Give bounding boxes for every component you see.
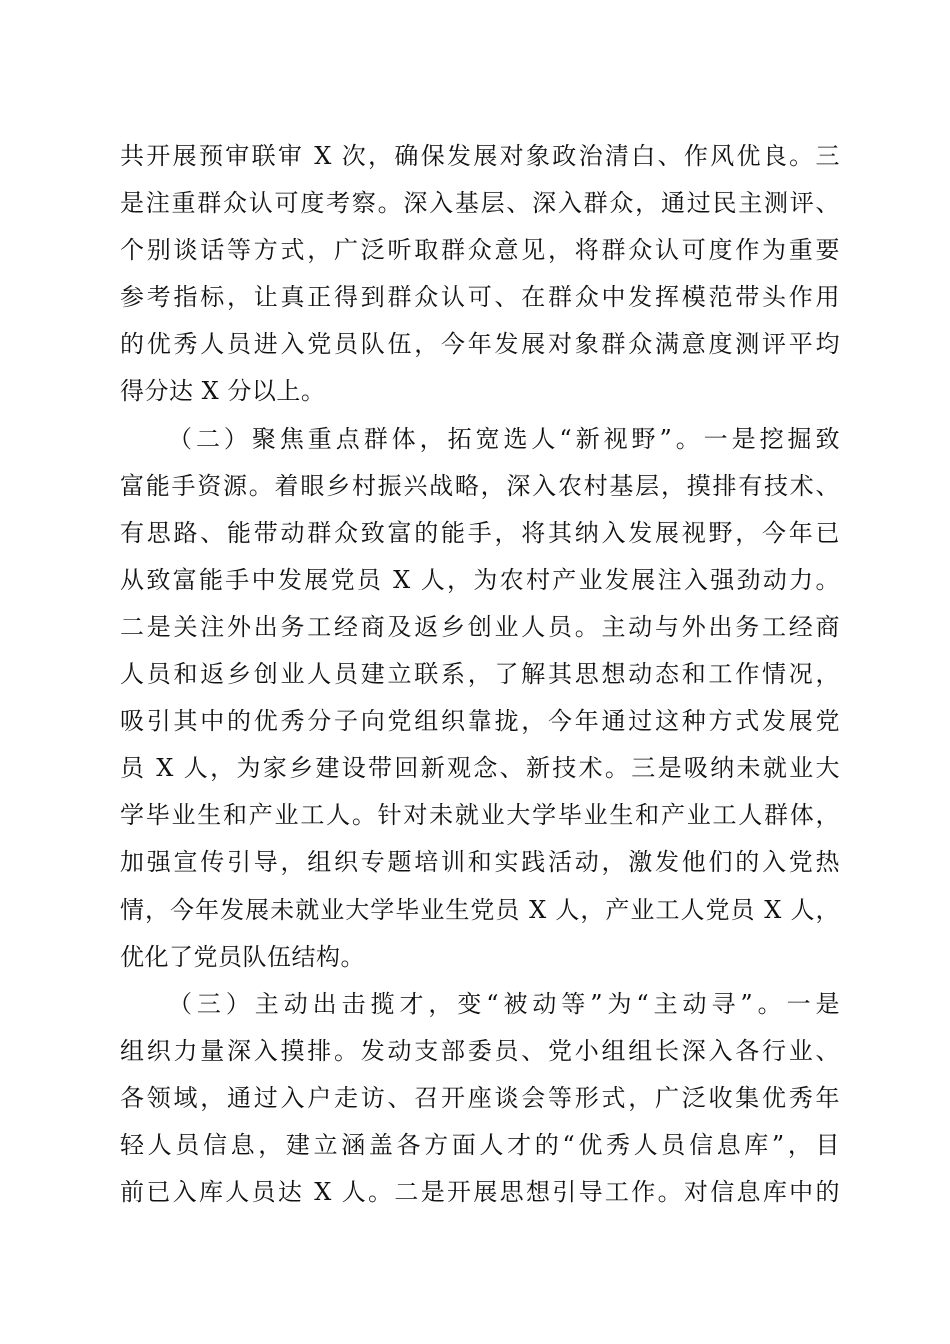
text-line: 参考指标，让真正得到群众认可、在群众中发挥模范带头作用 <box>120 283 840 312</box>
text-line: 吸引其中的优秀分子向党组织靠拢，今年通过这种方式发展党 <box>120 707 840 736</box>
text-line: 二是关注外出务工经商及返乡创业人员。主动与外出务工经商 <box>120 612 840 641</box>
section-heading-line: （三）主动出击揽才，变“被动等”为“主动寻”。一是 <box>168 989 840 1018</box>
body-text <box>120 133 840 1216</box>
text-line: 有思路、能带动群众致富的能手，将其纳入发展视野，今年已 <box>120 518 840 547</box>
text-line: 情，今年发展未就业大学毕业生党员 X 人，产业工人党员 X 人， <box>120 895 840 924</box>
text-line: 人员和返乡创业人员建立联系，了解其思想动态和工作情况， <box>120 660 840 689</box>
text-line: 个别谈话等方式，广泛听取群众意见，将群众认可度作为重要 <box>120 236 840 265</box>
text-line: 从致富能手中发展党员 X 人，为农村产业发展注入强劲动力。 <box>120 565 840 594</box>
text-line: 是注重群众认可度考察。深入基层、深入群众，通过民主测评、 <box>120 189 840 218</box>
text-line: 轻人员信息，建立涵盖各方面人才的“优秀人员信息库”，目 <box>120 1130 840 1159</box>
text-line: 前已入库人员达 X 人。二是开展思想引导工作。对信息库中的 <box>120 1178 840 1207</box>
text-line: 优化了党员队伍结构。 <box>120 942 365 971</box>
text-line: 富能手资源。着眼乡村振兴战略，深入农村基层，摸排有技术、 <box>120 471 840 500</box>
text-line: 共开展预审联审 X 次，确保发展对象政治清白、作风优良。三 <box>120 142 840 170</box>
text-line: 加强宣传引导，组织专题培训和实践活动，激发他们的入党热 <box>120 848 840 877</box>
section-heading-line: （二）聚焦重点群体，拓宽选人“新视野”。一是挖掘致 <box>168 424 840 453</box>
text-line: 的优秀人员进入党员队伍，今年发展对象群众满意度测评平均 <box>120 330 840 359</box>
text-line: 得分达 X 分以上。 <box>120 377 326 406</box>
text-line: 各领域，通过入户走访、召开座谈会等形式，广泛收集优秀年 <box>120 1083 840 1112</box>
text-line: 学毕业生和产业工人。针对未就业大学毕业生和产业工人群体， <box>120 801 840 830</box>
text-line: 组织力量深入摸排。发动支部委员、党小组组长深入各行业、 <box>120 1036 840 1065</box>
text-line: 员 X 人，为家乡建设带回新观念、新技术。三是吸纳未就业大 <box>120 754 840 783</box>
